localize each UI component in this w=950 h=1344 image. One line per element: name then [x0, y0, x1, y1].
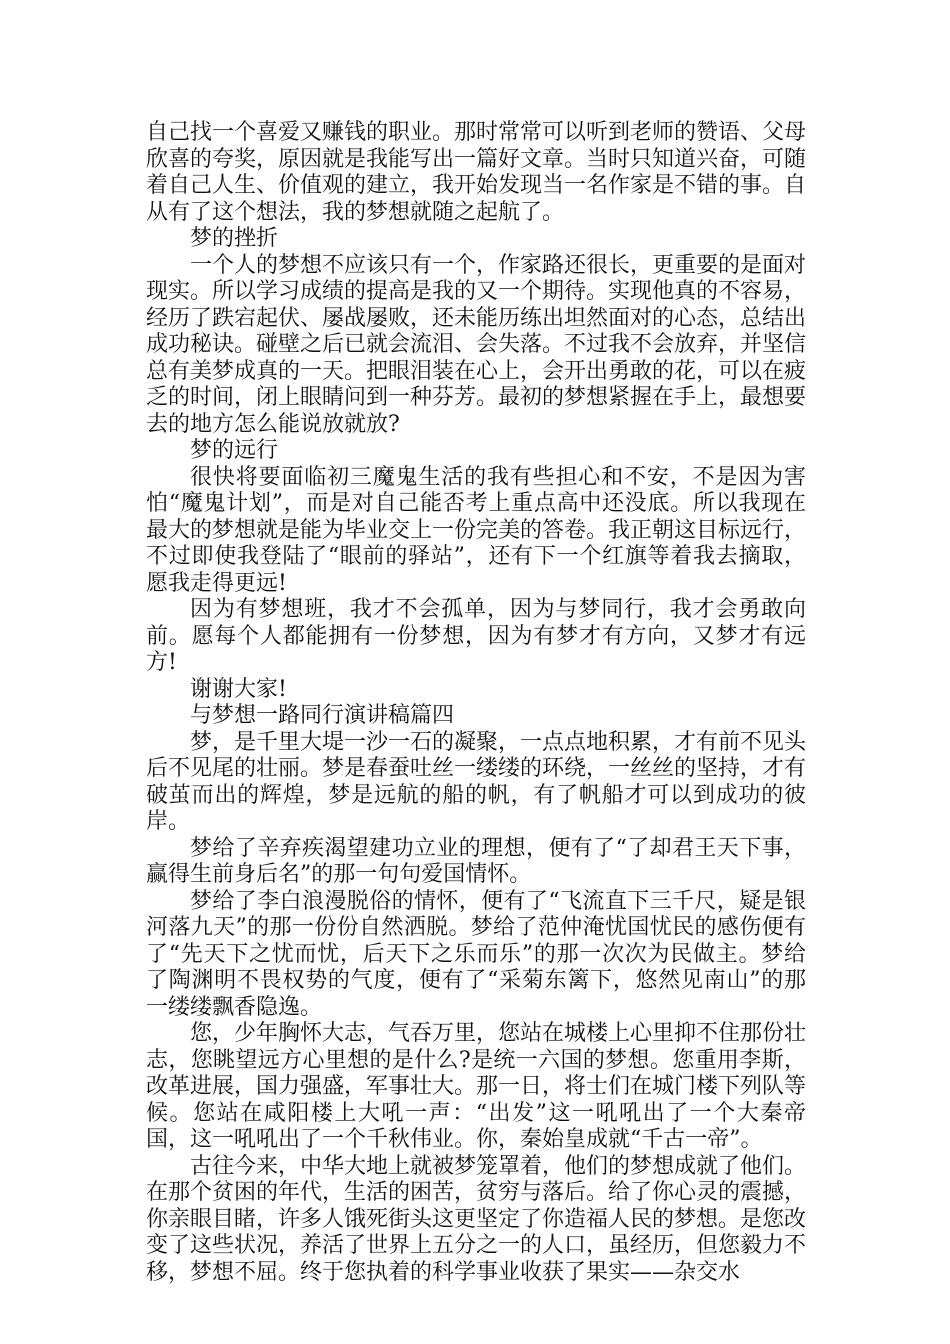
closing-line: 谢谢大家! — [190, 676, 287, 702]
paragraph: 您，少年胸怀大志，气吞万里，您站在城楼上心里抑不住那份壮志，您眺望远方心里想的是什么?是统一六国的梦想。您重用李斯，改革进展，国力强盛，军事壮大。那一日，将士们在城门楼下列队等候。您站在咸阳楼上大吼一声：“出发”这一吼吼出了一个大秦帝国，这一吼吼出了一个千秋伟业。你，秦始皇成就“千古一帝”。 — [146, 1021, 807, 1152]
paragraph: 很快将要面临初三魔鬼生活的我有些担心和不安，不是因为害怕“魔鬼计划”，而是对自己能否考上重点高中还没底。所以我现在最大的梦想就是能为毕业交上一份完美的答卷。我正朝这目标远行，不过即使我登陆了“眼前的驿站”，还有下一个红旗等着我去摘取，愿我走得更远! — [146, 464, 807, 596]
paragraph: 梦给了辛弃疾渴望建功立业的理想，便有了“了却君王天下事，赢得生前身后名”的那一句句爱国情怀。 — [146, 835, 806, 887]
section-title: 与梦想一路同行演讲稿篇四 — [190, 703, 455, 728]
paragraph: 自己找一个喜爱又赚钱的职业。那时常常可以听到老师的赞语、父母欣喜的夸奖，原因就是我能写出一篇好文章。当时只知道兴奋，可随着自己人生、价值观的建立，我开始发现当一名作家是不错的事。自从有了这个想法，我的梦想就随之起航了。 — [146, 120, 807, 225]
paragraph: 因为有梦想班，我才不会孤单，因为与梦同行，我才会勇敢向前。愿每个人都能拥有一份梦想，因为有梦才有方向，又梦才有远方! — [146, 597, 806, 675]
document-page — [146, 120, 806, 1286]
section-heading: 梦的挫折 — [190, 226, 279, 251]
section-heading: 梦的远行 — [190, 438, 279, 463]
paragraph: 一个人的梦想不应该只有一个，作家路还很长，更重要的是面对现实。所以学习成绩的提高是我的又一个期待。实现他真的不容易，经历了跌宕起伏、屡战屡败，还未能历练出坦然面对的心态，总结出成功秘诀。碰壁之后已就会流泪、会失落。不过我不会放弃，并坚信总有美梦成真的一天。把眼泪装在心上，会开出勇敢的花，可以在疲乏的时间，闭上眼睛问到一种芬芳。最初的梦想紧握在手上，最想要去的地方怎么能说放就放? — [146, 252, 807, 437]
paragraph: 梦给了李白浪漫脱俗的情怀，便有了“飞流直下三千尺，疑是银河落九天”的那一份份自然洒脱。梦给了范仲淹忧国忧民的感伤便有了“先天下之忧而忧，后天下之乐而乐”的那一次次为民做主。梦给了陶渊明不畏权势的气度，便有了“采菊东篱下，悠然见南山”的那一缕缕飘香隐逸。 — [146, 888, 806, 1020]
paragraph: 古往今来，中华大地上就被梦笼罩着，他们的梦想成就了他们。在那个贫困的年代，生活的困苦，贫穷与落后。给了你心灵的震撼，你亲眼目睹，许多人饿死街头这更坚定了你造福人民的梦想。是您改变了这些状况，养活了世界上五分之一的人口，虽经历，但您毅力不移，梦想不屈。终于您执着的科学事业收获了果实——杂交水 — [146, 1153, 807, 1285]
paragraph: 梦，是千里大堤一沙一石的凝聚，一点点地积累，才有前不见头后不见尾的壮丽。梦是春蚕吐丝一缕缕的环绕，一丝丝的坚持，才有破茧而出的辉煌，梦是远航的船的帆，有了帆船才可以到成功的彼岸。 — [146, 729, 807, 834]
